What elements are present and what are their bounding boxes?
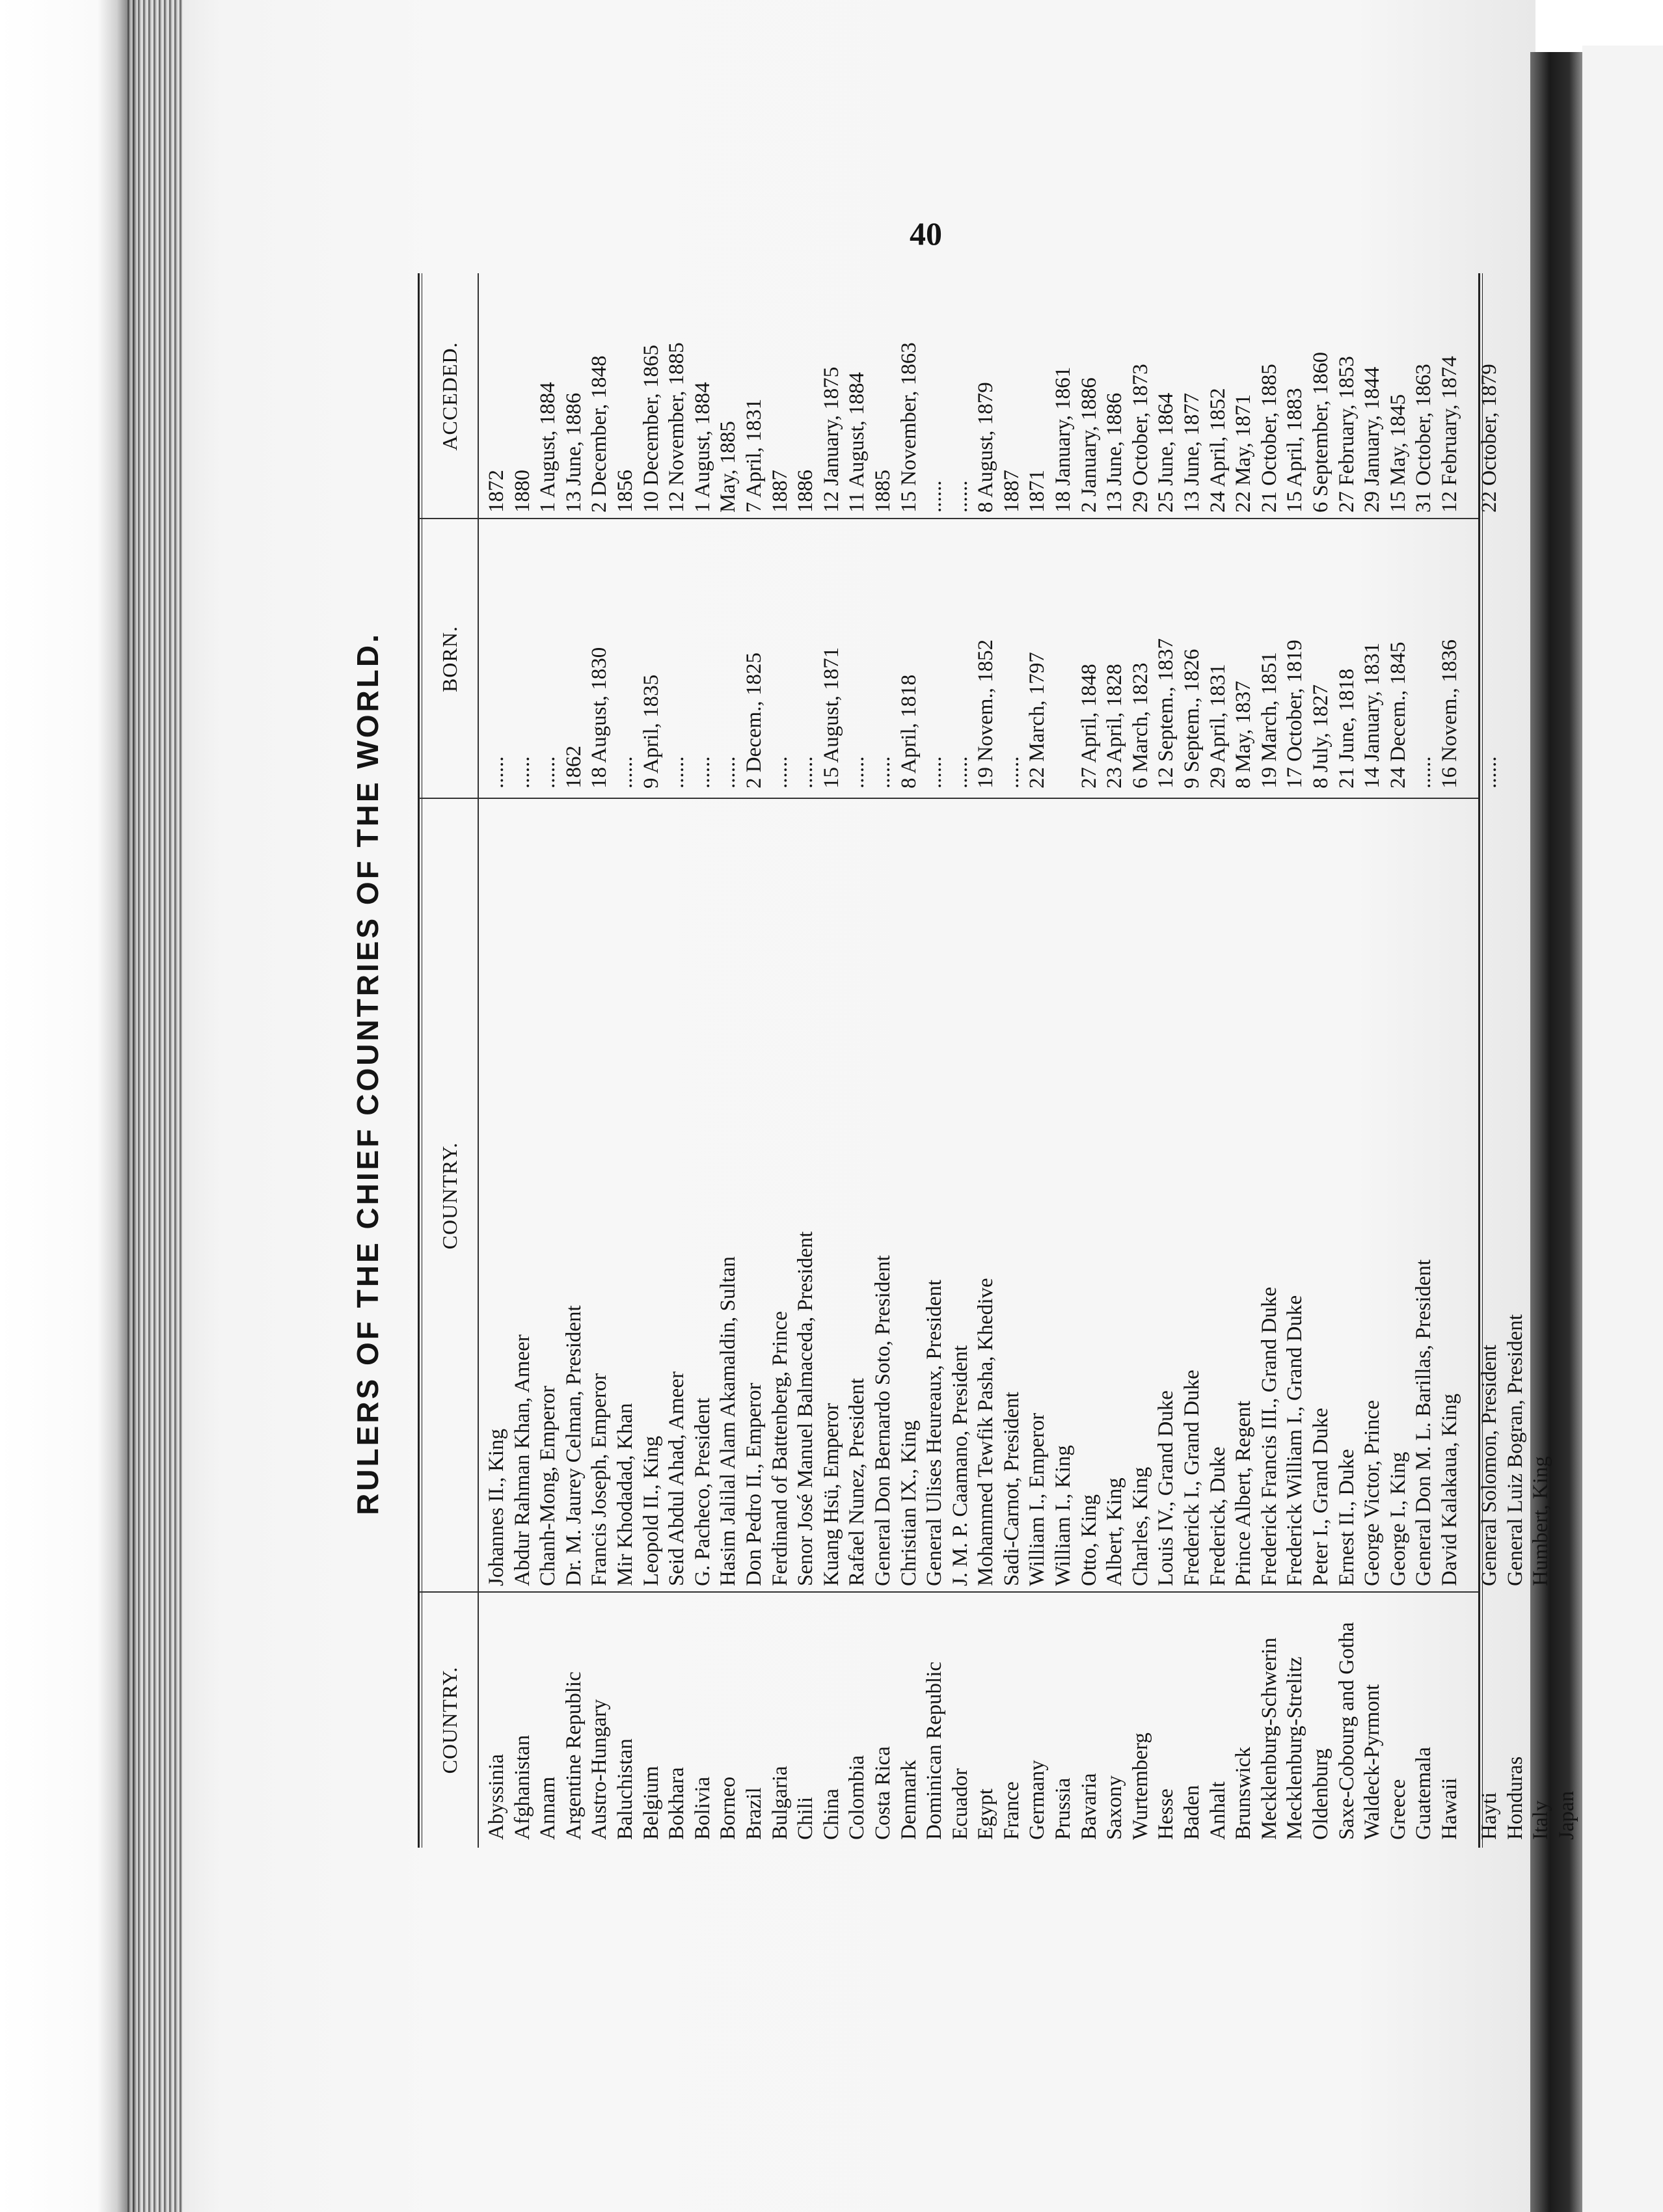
continued-table xyxy=(1477,273,1578,1874)
row-acceded: 1887 xyxy=(999,470,1023,513)
row-born: 1862 xyxy=(561,746,586,789)
row-acceded: 1 August, 1884 xyxy=(536,382,560,513)
row-country: Baden xyxy=(1180,1785,1204,1840)
row-country: Bavaria xyxy=(1077,1773,1101,1840)
table-body xyxy=(484,273,1463,1848)
header-ruler: COUNTRY. xyxy=(438,1142,461,1250)
header-rule xyxy=(478,273,479,1848)
table-row xyxy=(793,273,819,1848)
row-born: 23 April, 1828 xyxy=(1103,664,1127,789)
row-born: ...... xyxy=(999,756,1023,789)
row-acceded: 12 January, 1875 xyxy=(819,366,843,513)
row-acceded: 7 April, 1831 xyxy=(742,398,766,513)
row-born: 16 Novem., 1836 xyxy=(1437,639,1461,789)
row-country: Belgium xyxy=(639,1766,663,1840)
header-acceded: ACCEDED. xyxy=(438,342,461,451)
row-acceded: 31 October, 1863 xyxy=(1412,364,1436,513)
page-number: 40 xyxy=(910,215,942,252)
table-row xyxy=(484,273,510,1848)
row-born: ...... xyxy=(871,756,895,789)
row-ruler: George I., King xyxy=(1386,1451,1410,1586)
row-acceded: 15 November, 1863 xyxy=(897,342,921,513)
top-rule xyxy=(418,273,420,1848)
row-born: 9 Septem., 1826 xyxy=(1180,649,1204,789)
row-born: 15 August, 1871 xyxy=(819,647,843,789)
row-ruler: Dr. M. Jaurey Celman, President xyxy=(561,1305,586,1586)
table-title: RULERS OF THE CHIEF COUNTRIES OF THE WORLD. xyxy=(351,632,385,1515)
table-row xyxy=(535,273,561,1848)
row-country: Japan xyxy=(1554,1790,1578,1840)
row-born: 6 March, 1823 xyxy=(1128,662,1152,789)
row-acceded: 18 January, 1861 xyxy=(1051,366,1075,513)
row-born: 18 August, 1830 xyxy=(588,647,612,789)
row-born: ...... xyxy=(768,756,792,789)
row-ruler: Leopold II., King xyxy=(639,1436,663,1586)
row-acceded: 2 January, 1886 xyxy=(1077,377,1101,513)
row-born: 2 Decem., 1825 xyxy=(742,653,766,789)
row-ruler: Otto, King xyxy=(1077,1494,1101,1586)
row-ruler: Frederick William I., Grand Duke xyxy=(1283,1295,1307,1586)
table-row xyxy=(973,273,999,1848)
row-acceded: 15 May, 1845 xyxy=(1386,394,1410,513)
table-row xyxy=(664,273,690,1848)
table-row xyxy=(613,273,639,1848)
row-acceded: 1887 xyxy=(768,470,792,513)
row-ruler: Frederick, Duke xyxy=(1206,1446,1230,1586)
row-country: Baluchistan xyxy=(613,1738,637,1840)
row-acceded: 2 December, 1848 xyxy=(588,355,612,513)
row-country: Dominican Republic xyxy=(923,1661,947,1840)
page-edges xyxy=(128,0,186,2212)
row-born: 21 June, 1818 xyxy=(1334,668,1359,789)
row-born: ...... xyxy=(536,756,560,789)
table-row xyxy=(819,273,845,1848)
row-acceded: 13 June, 1877 xyxy=(1180,392,1204,513)
row-ruler: Rafael Nunez, President xyxy=(845,1378,869,1586)
table-row xyxy=(1257,273,1283,1848)
row-ruler: George Victor, Prince xyxy=(1360,1400,1385,1586)
row-country: Bulgaria xyxy=(768,1766,792,1840)
rulers-table xyxy=(338,273,1496,1874)
row-acceded: 8 August, 1879 xyxy=(974,382,998,513)
row-country: Hesse xyxy=(1154,1788,1178,1840)
row-born: 8 April, 1818 xyxy=(897,674,921,789)
row-born: ...... xyxy=(923,756,947,789)
table-row xyxy=(922,273,948,1848)
row-ruler: William I., King xyxy=(1051,1445,1075,1586)
table-row xyxy=(1554,273,1580,1848)
row-country: Annam xyxy=(536,1776,560,1840)
header-country: COUNTRY. xyxy=(438,1666,461,1774)
row-born: ...... xyxy=(665,756,689,789)
table-row xyxy=(561,273,588,1848)
row-country: Brazil xyxy=(742,1787,766,1840)
table-row xyxy=(897,273,923,1848)
row-ruler: David Kalakaua, King xyxy=(1437,1394,1461,1586)
row-ruler: General Don Bernardo Soto, President xyxy=(871,1255,895,1586)
row-country: Greece xyxy=(1386,1779,1410,1840)
table-row xyxy=(1282,273,1308,1848)
row-acceded: 12 November, 1885 xyxy=(665,342,689,513)
table-row xyxy=(1180,273,1206,1848)
row-acceded: 11 August, 1884 xyxy=(845,371,869,513)
row-country: Wurtemberg xyxy=(1128,1733,1152,1840)
row-ruler: General Don M. L. Barillas, President xyxy=(1412,1259,1436,1586)
table-row xyxy=(1102,273,1128,1848)
row-country: Bolivia xyxy=(690,1776,714,1840)
continued-table-body xyxy=(1477,273,1580,1848)
table-row xyxy=(1308,273,1334,1848)
table-row xyxy=(999,273,1025,1848)
row-country: Italy xyxy=(1529,1800,1553,1840)
table-row xyxy=(1154,273,1180,1848)
row-country: Austro-Hungary xyxy=(588,1699,612,1840)
row-country: Denmark xyxy=(897,1760,921,1840)
table-row xyxy=(1206,273,1232,1848)
table-row xyxy=(1334,273,1360,1848)
table-row xyxy=(1025,273,1051,1848)
row-ruler: Mohammed Tewfik Pasha, Khedive xyxy=(974,1278,998,1586)
row-country: Argentine Republic xyxy=(561,1671,586,1840)
row-country: China xyxy=(819,1788,843,1840)
table-row xyxy=(1051,273,1077,1848)
row-ruler: Sadi-Carnot, President xyxy=(999,1392,1023,1586)
row-born: 8 July, 1827 xyxy=(1309,684,1332,789)
row-country: Brunswick xyxy=(1232,1747,1256,1840)
row-country: Afghanistan xyxy=(510,1734,534,1840)
row-acceded: 10 December, 1865 xyxy=(639,344,663,513)
row-ruler: Ernest II., Duke xyxy=(1334,1449,1359,1586)
row-born: 8 May, 1837 xyxy=(1232,681,1256,789)
row-ruler: Frederick Francis III., Grand Duke xyxy=(1257,1286,1281,1586)
row-born: ...... xyxy=(716,756,740,789)
row-ruler: Frederick I., Grand Duke xyxy=(1180,1369,1204,1586)
row-country: France xyxy=(999,1781,1023,1840)
row-born: 19 Novem., 1852 xyxy=(974,639,998,789)
row-acceded: 1885 xyxy=(871,470,895,513)
table-row xyxy=(690,273,716,1848)
row-ruler: Francis Joseph, Emperor xyxy=(588,1373,612,1586)
row-acceded: 13 June, 1886 xyxy=(561,392,586,513)
row-ruler: Senor José Manuel Balmaceda, President xyxy=(794,1231,818,1586)
row-ruler: Seid Abdul Ahad, Ameer xyxy=(665,1371,689,1586)
table-row xyxy=(845,273,871,1848)
table-row xyxy=(768,273,794,1848)
row-acceded: ...... xyxy=(948,480,972,513)
row-ruler: General Solomon, President xyxy=(1478,1344,1501,1586)
row-born: 9 April, 1835 xyxy=(639,674,663,789)
table-row xyxy=(639,273,665,1848)
row-country: Hawaii xyxy=(1437,1777,1461,1840)
row-acceded: 22 October, 1879 xyxy=(1478,364,1501,513)
row-ruler: Abdur Rahman Khan, Ameer xyxy=(510,1334,534,1586)
row-ruler: William I., Emperor xyxy=(1025,1412,1049,1586)
row-ruler: Albert, King xyxy=(1103,1477,1127,1586)
row-born: 14 January, 1831 xyxy=(1360,642,1385,789)
row-acceded: 1872 xyxy=(485,470,508,513)
row-born: ...... xyxy=(510,756,534,789)
row-acceded: 13 June, 1886 xyxy=(1103,392,1127,513)
row-ruler: Kuang Hsü, Emperor xyxy=(819,1403,843,1586)
table-row xyxy=(1231,273,1257,1848)
table-row xyxy=(1477,273,1503,1848)
table-row xyxy=(1386,273,1412,1848)
table-row xyxy=(716,273,742,1848)
row-acceded: 29 January, 1844 xyxy=(1360,366,1385,513)
table-row xyxy=(948,273,974,1848)
row-ruler: Humbert, King xyxy=(1529,1456,1553,1586)
row-born: ...... xyxy=(485,756,508,789)
row-country: Honduras xyxy=(1503,1756,1527,1840)
row-ruler: Prince Albert, Regent xyxy=(1232,1400,1256,1586)
table-row xyxy=(1528,273,1554,1848)
row-born: 29 April, 1831 xyxy=(1206,664,1230,789)
row-acceded: 22 May, 1871 xyxy=(1232,394,1256,513)
row-born: ...... xyxy=(948,756,972,789)
row-acceded: May, 1885 xyxy=(716,421,740,513)
table-row xyxy=(510,273,536,1848)
row-country: Waldeck-Pyrmont xyxy=(1360,1684,1385,1840)
row-ruler: G. Pacheco, President xyxy=(690,1397,714,1586)
row-ruler: Johannes II., King xyxy=(485,1429,508,1586)
row-acceded: 1886 xyxy=(794,470,818,513)
row-acceded: 6 September, 1860 xyxy=(1309,351,1332,513)
row-acceded: ...... xyxy=(923,480,947,513)
row-acceded: 15 April, 1883 xyxy=(1283,388,1307,513)
row-ruler: J. M. P. Caamano, President xyxy=(948,1345,972,1586)
row-born: 12 Septem., 1837 xyxy=(1154,638,1178,789)
table-row xyxy=(1437,273,1463,1848)
row-country: Ecuador xyxy=(948,1768,972,1840)
row-born: 19 March, 1851 xyxy=(1257,652,1281,789)
table-row xyxy=(742,273,768,1848)
table-row xyxy=(871,273,897,1848)
row-acceded: 21 October, 1885 xyxy=(1257,364,1281,513)
row-ruler: Charles, King xyxy=(1128,1466,1152,1586)
row-acceded: 1856 xyxy=(613,470,637,513)
row-born: 24 Decem., 1845 xyxy=(1386,641,1410,789)
header-born: BORN. xyxy=(438,626,461,692)
row-born: ...... xyxy=(1478,756,1501,789)
row-born: ...... xyxy=(1412,756,1436,789)
row-ruler: Peter I., Grand Duke xyxy=(1309,1408,1332,1586)
row-ruler: General Luiz Bogran, President xyxy=(1503,1314,1527,1586)
row-born: 17 October, 1819 xyxy=(1283,640,1307,789)
row-ruler: General Ulises Heureaux, President xyxy=(923,1279,947,1586)
row-born: 27 April, 1848 xyxy=(1077,664,1101,789)
book-binding-left xyxy=(0,0,137,2212)
row-ruler: Chanh-Mong, Emperor xyxy=(536,1386,560,1586)
row-born: 22 March, 1797 xyxy=(1025,652,1049,789)
row-ruler: Christian IX., King xyxy=(897,1420,921,1586)
table-row xyxy=(1503,273,1529,1848)
row-country: Germany xyxy=(1025,1760,1049,1840)
row-country: Prussia xyxy=(1051,1777,1075,1840)
row-ruler: Mir Khodadad, Khan xyxy=(613,1403,637,1586)
row-acceded: 29 October, 1873 xyxy=(1128,364,1152,513)
row-country: Anhalt xyxy=(1206,1781,1230,1840)
row-country: Mecklenburg-Schwerin xyxy=(1257,1638,1281,1840)
table-row xyxy=(1077,273,1103,1848)
row-country: Oldenburg xyxy=(1309,1748,1332,1840)
table-row xyxy=(587,273,613,1848)
row-country: Bokhara xyxy=(665,1767,689,1840)
row-acceded: 1 August, 1884 xyxy=(690,382,714,513)
row-country: Colombia xyxy=(845,1755,869,1840)
row-ruler: Don Pedro II., Emperor xyxy=(742,1382,766,1586)
row-country: Abyssinia xyxy=(485,1754,508,1840)
row-ruler: Ferdinand of Battenberg, Prince xyxy=(768,1311,792,1586)
row-acceded: 27 February, 1853 xyxy=(1334,356,1359,513)
row-acceded: 12 February, 1874 xyxy=(1437,356,1461,513)
row-country: Hayti xyxy=(1478,1792,1501,1840)
row-born: ...... xyxy=(690,756,714,789)
row-country: Costa Rica xyxy=(871,1746,895,1840)
row-acceded: 24 April, 1852 xyxy=(1206,388,1230,513)
table-row xyxy=(1128,273,1154,1848)
row-ruler: Louis IV., Grand Duke xyxy=(1154,1390,1178,1586)
facing-page xyxy=(1582,46,1663,2212)
row-country: Borneo xyxy=(716,1776,740,1840)
row-acceded: 25 June, 1864 xyxy=(1154,392,1178,513)
row-country: Mecklenburg-Strelitz xyxy=(1283,1656,1307,1840)
row-country: Saxony xyxy=(1103,1775,1127,1840)
row-country: Guatemala xyxy=(1412,1747,1436,1840)
row-country: Chili xyxy=(794,1796,818,1840)
table-row xyxy=(1411,273,1437,1848)
row-country: Saxe-Cobourg and Gotha xyxy=(1334,1622,1359,1840)
row-acceded: 1871 xyxy=(1025,470,1049,513)
row-ruler: Hasim Jalilal Alam Akamaldin, Sultan xyxy=(716,1256,740,1586)
row-born: ...... xyxy=(845,756,869,789)
row-acceded: 1880 xyxy=(510,470,534,513)
table-row xyxy=(1360,273,1386,1848)
row-country: Egypt xyxy=(974,1788,998,1840)
row-born: ...... xyxy=(613,756,637,789)
row-born: ...... xyxy=(794,756,818,789)
